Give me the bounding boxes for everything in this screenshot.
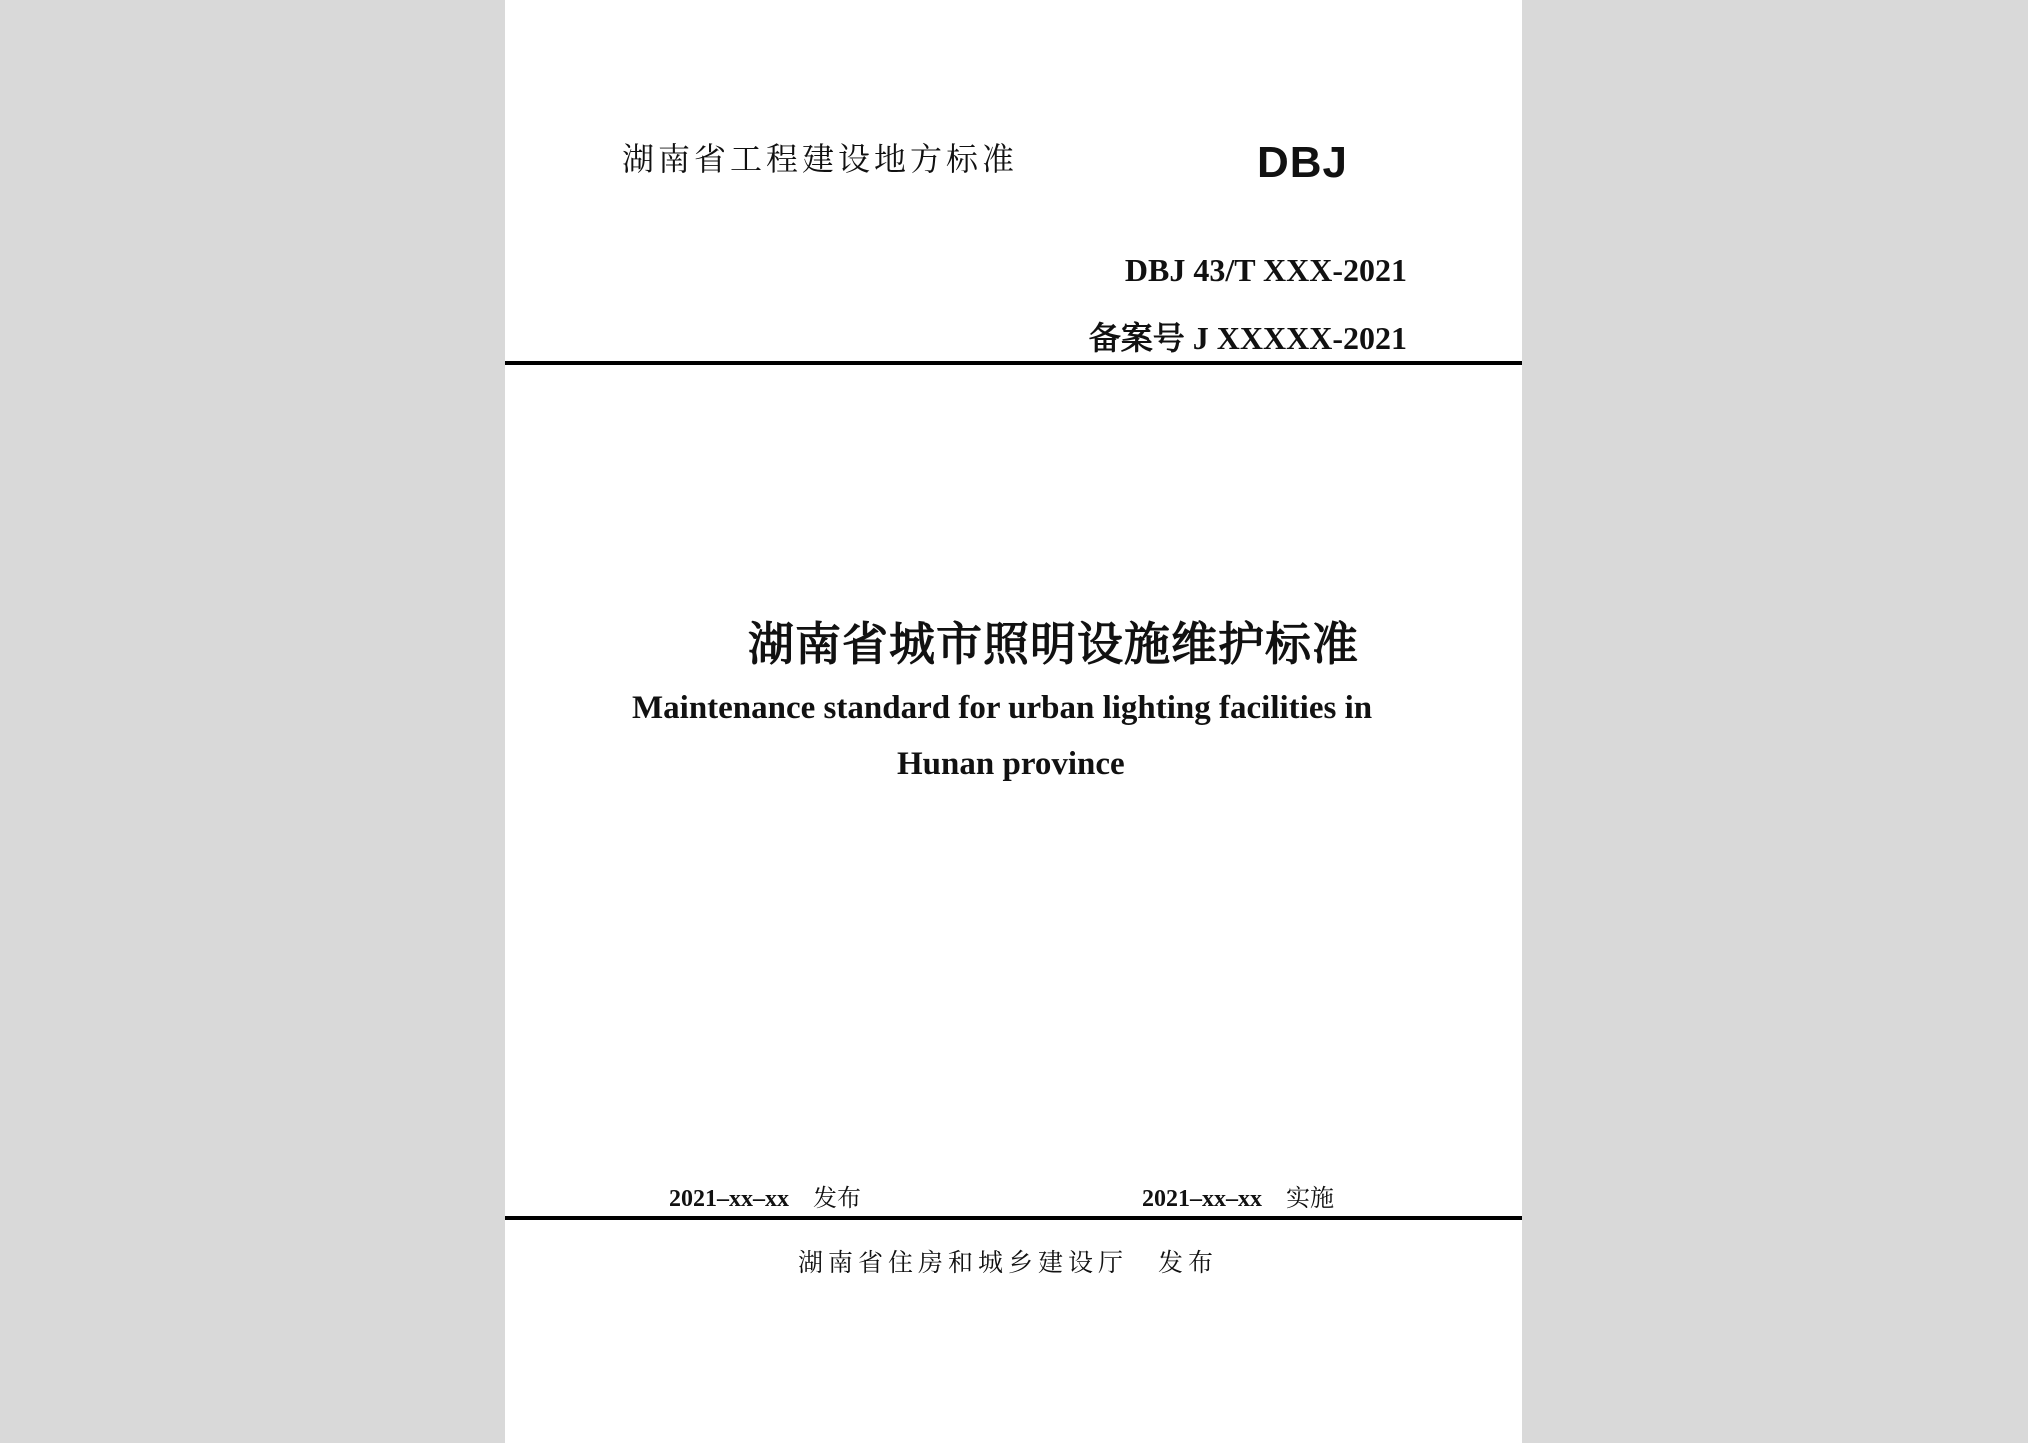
title-english-line2: Hunan province [897, 746, 1125, 782]
issue-date-row [669, 1178, 861, 1213]
bottom-divider [505, 1216, 1522, 1220]
issue-date: 2021–xx–xx [669, 1186, 789, 1212]
issuer-row [798, 1243, 1218, 1279]
dbj-logo: DBJ [1257, 138, 1349, 187]
title-english-line1: Maintenance standard for urban lighting facilities in [632, 690, 1373, 726]
standard-number: DBJ 43/T XXX-2021 [1124, 252, 1407, 288]
document-page [505, 0, 1522, 1443]
issuer-name: 湖南省住房和城乡建设厅 [798, 1248, 1129, 1277]
implement-date: 2021–xx–xx [1142, 1186, 1262, 1212]
top-divider [505, 361, 1522, 365]
issuer-label: 发布 [1158, 1248, 1219, 1277]
issue-label: 发布 [813, 1184, 861, 1212]
implement-date-row [1142, 1178, 1334, 1213]
title-chinese: 湖南省城市照明设施维护标准 [748, 617, 1359, 671]
standard-series: 湖南省工程建设地方标准 [622, 140, 1019, 178]
implement-label: 实施 [1286, 1184, 1334, 1212]
record-number: 备案号 J XXXXX-2021 [1088, 320, 1407, 356]
